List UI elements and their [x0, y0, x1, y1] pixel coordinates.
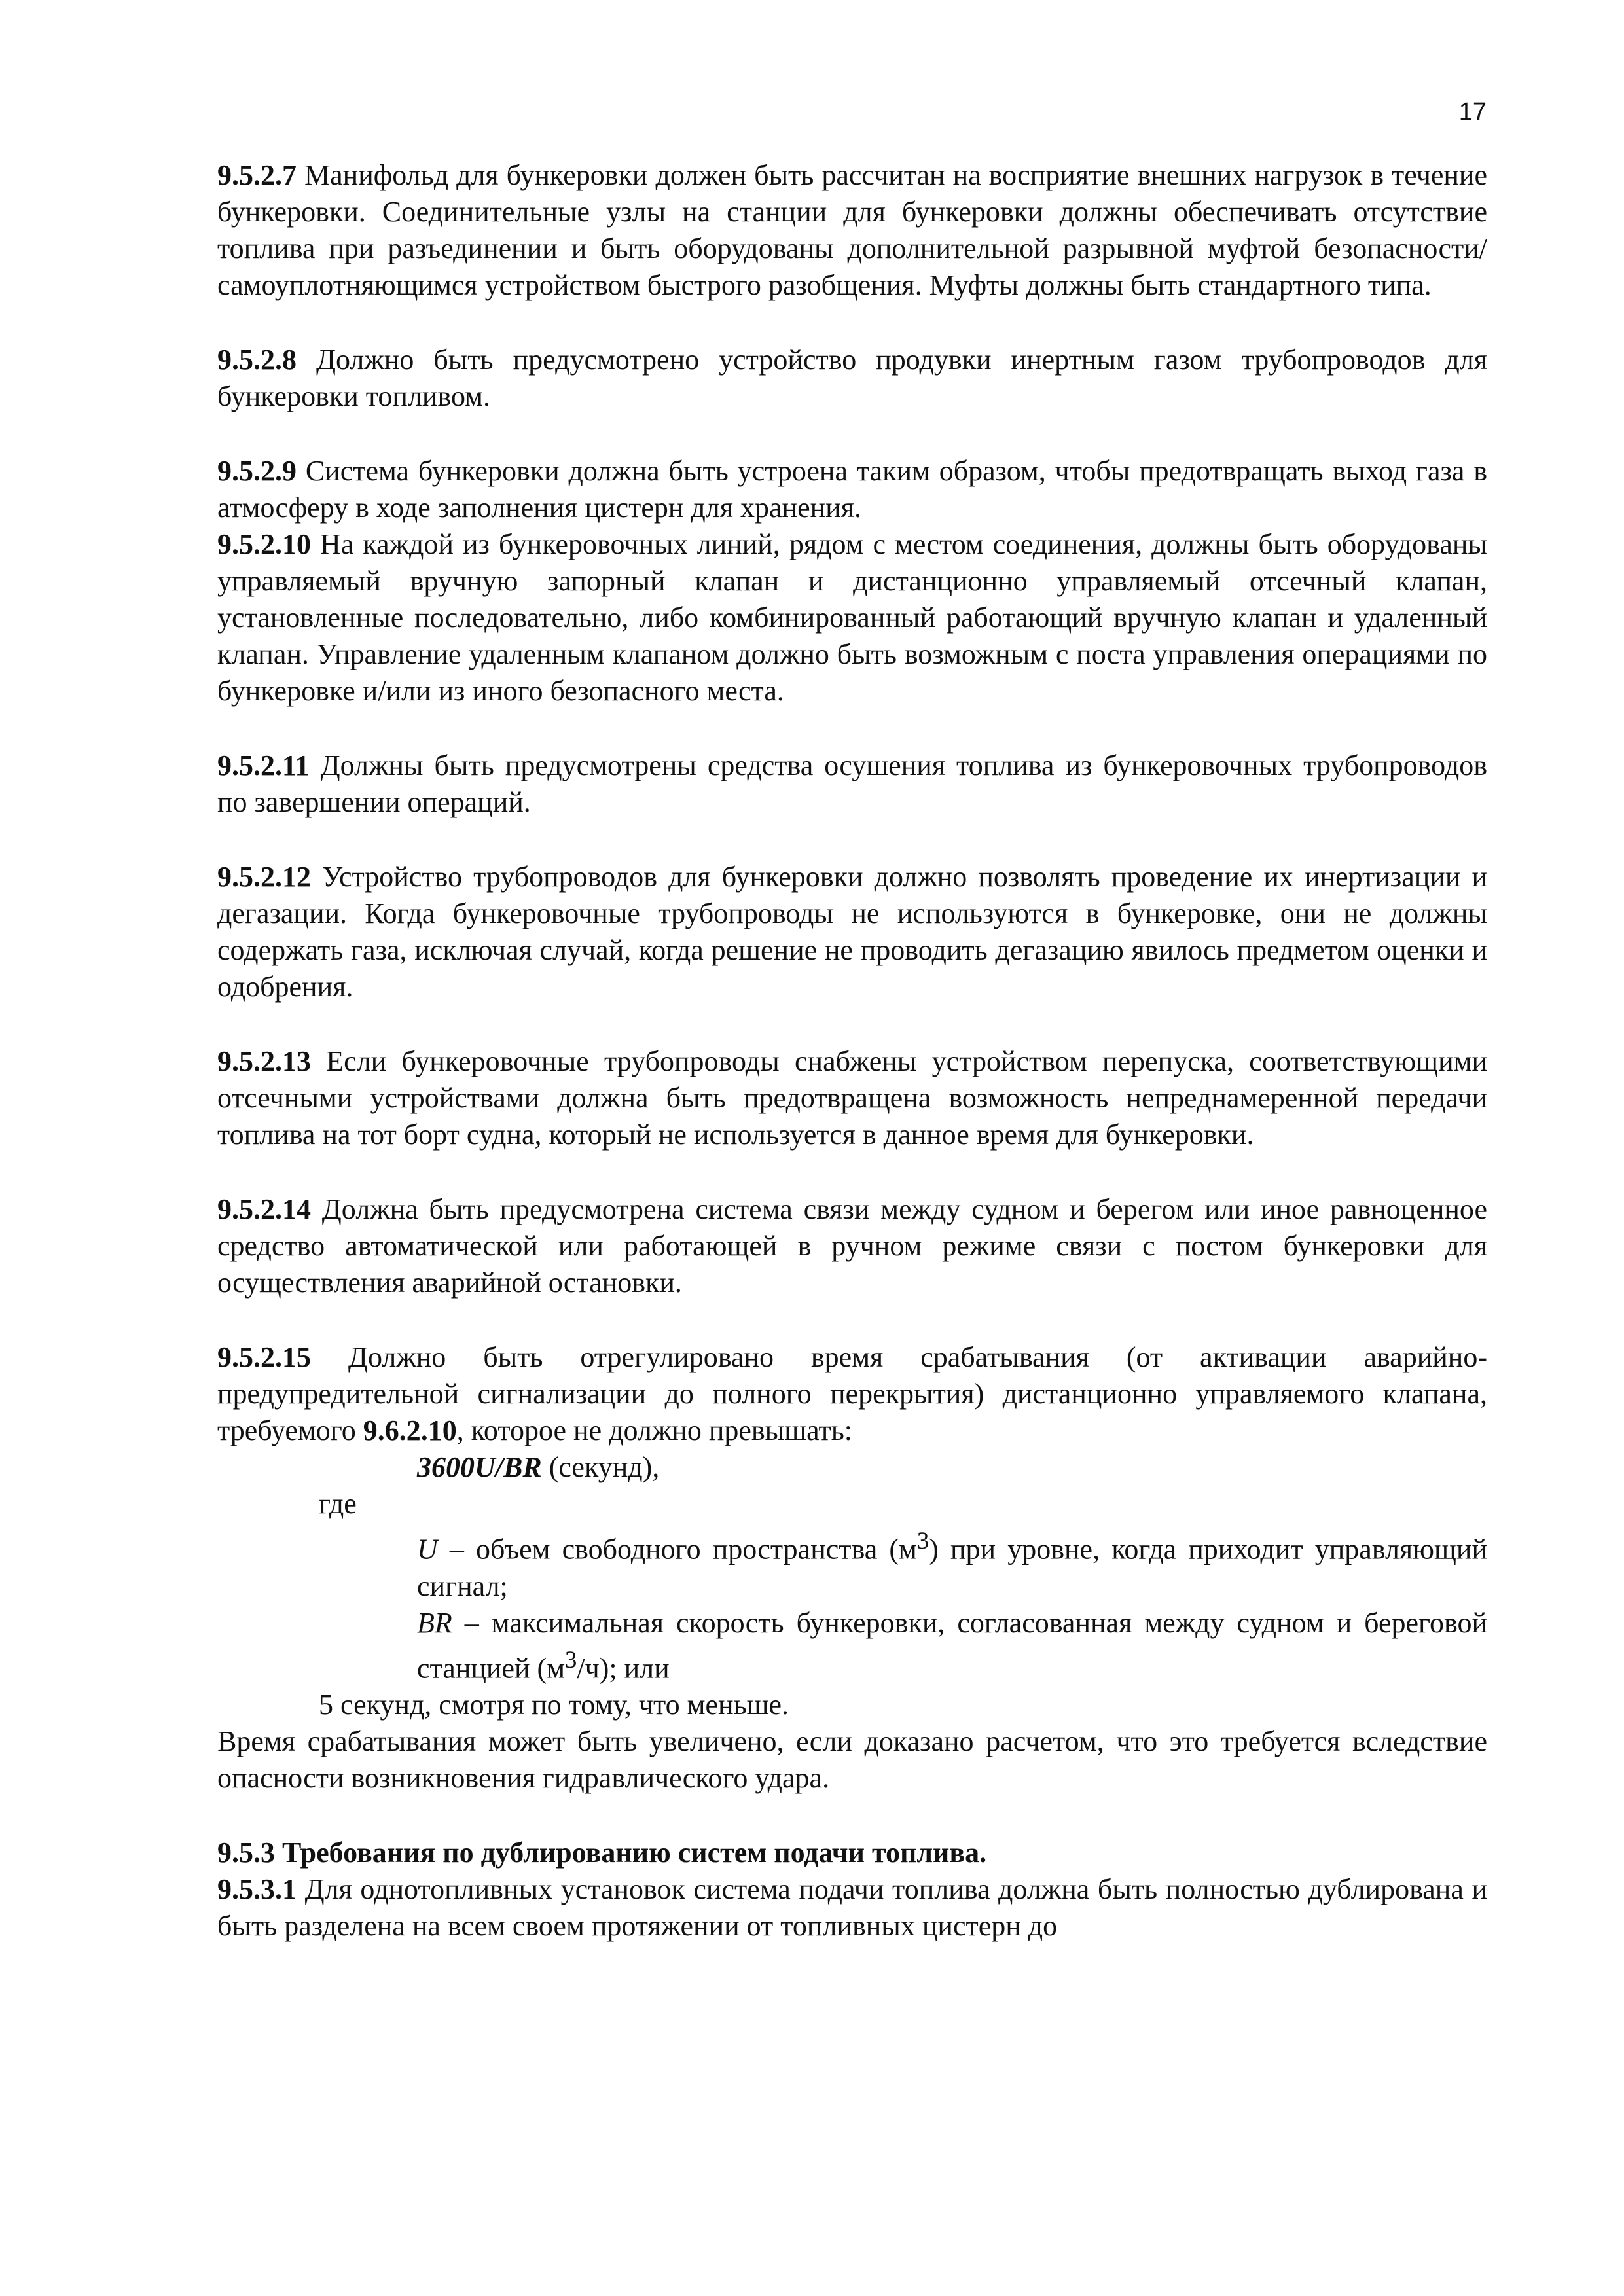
definition-symbol: BR: [417, 1606, 452, 1639]
clause-number: 9.5.2.9: [217, 455, 297, 487]
definition-br: [217, 1605, 1487, 1687]
section-heading: 9.5.3 Требования по дублированию систем подачи топлива.: [217, 1837, 987, 1869]
document-body: [217, 157, 1487, 1945]
definition-text: – объем свободного пространства (м: [437, 1533, 917, 1566]
clause-number: 9.5.2.8: [217, 344, 297, 376]
definition-u: [217, 1522, 1487, 1605]
formula-unit: (секунд),: [541, 1451, 660, 1483]
paragraph-9-5-2-8: [217, 342, 1487, 415]
paragraph-9-5-2-14: [217, 1191, 1487, 1301]
paragraph-9-5-2-13: [217, 1043, 1487, 1153]
clause-text: Система бункеровки должна быть устроена таким образом, чтобы предотвращать выход газа в атмосферу в ходе заполнения цистерн для хранения.: [217, 455, 1487, 524]
clause-number: 9.5.3.1: [217, 1873, 297, 1906]
definition-text-end: /ч); или: [577, 1652, 670, 1685]
clause-text: Должны быть предусмотрены средства осушения топлива из бункеровочных трубопроводов по завершении операций.: [217, 749, 1487, 818]
clause-number: 9.5.2.14: [217, 1193, 311, 1225]
definition-text: – максимальная скорость бункеровки, согласованная между судном и береговой станцией (м: [417, 1606, 1487, 1685]
page-number: 17: [1458, 98, 1487, 126]
clause-text: Манифольд для бункеровки должен быть рассчитан на восприятие внешних нагрузок в течение бункеровки. Соединительные узлы на станции для бункеровки должны обеспечивать отсутствие топлива при разъединении и быть оборудованы дополнительной разрывной муфтой безопасности/самоуплотняющимся устройством быстрого разобщения. Муфты должны быть стандартного типа.: [217, 159, 1487, 301]
formula-expression: 3600U/BR: [417, 1451, 542, 1483]
clause-number: 9.5.2.10: [217, 528, 311, 560]
clause-number: 9.5.2.15: [217, 1341, 311, 1373]
clause-number: 9.5.2.11: [217, 749, 310, 781]
clause-text: Должно быть отрегулировано время срабатывания (от активации аварийно-предупредительной сигнализации до полного перекрытия) дистанционно управляемого клапана, требуемого: [217, 1341, 1487, 1446]
superscript: 3: [565, 1645, 577, 1673]
clause-number: 9.5.2.7: [217, 159, 297, 191]
where-label: где: [319, 1488, 357, 1520]
paragraph-9-5-3-1: [217, 1871, 1487, 1945]
clause-number: 9.5.2.13: [217, 1045, 311, 1077]
clause-text: Должно быть предусмотрено устройство продувки инертным газом трубопроводов для бункеровки топливом.: [217, 344, 1487, 412]
paragraph-9-5-2-15: [217, 1339, 1487, 1449]
definition-symbol: U: [417, 1533, 438, 1566]
definition-text-end: ) при уровне, когда приходит управляющий сигнал;: [417, 1533, 1488, 1602]
superscript: 3: [916, 1527, 929, 1554]
paragraph-9-5-2-11: [217, 747, 1487, 821]
paragraph-9-5-2-10: [217, 526, 1487, 709]
clause-text: На каждой из бункеровочных линий, рядом с местом соединения, должны быть оборудованы управляемый вручную запорный клапан и дистанционно управляемый отсечный клапан, установленные последовательно, либо комбинированный работающий вручную клапан и удаленный клапан. Управление удаленным клапаном должно быть возможным с поста управления операциями по бункеровке и/или из иного безопасного места.: [217, 528, 1487, 707]
clause-number: 9.5.2.12: [217, 861, 311, 893]
closing-paragraph: Время срабатывания может быть увеличено, если доказано расчетом, что это требуется вследствие опасности возникновения гидравлического удара.: [217, 1725, 1487, 1795]
paragraph-9-5-2-9: [217, 453, 1487, 526]
clause-reference: 9.6.2.10: [363, 1414, 457, 1446]
clause-text: Устройство трубопроводов для бункеровки должно позволять проведение их инертизации и дегазации. Когда бункеровочные трубопроводы не используются в бункеровке, они не должны содержать газа, исключая случай, когда решение не проводить дегазацию явилось предметом оценки и одобрения.: [217, 861, 1487, 1003]
formula: [217, 1449, 1487, 1486]
clause-text-end: , которое не должно превышать:: [456, 1414, 853, 1446]
paragraph-9-5-2-12: [217, 859, 1487, 1005]
clause-text: Для однотопливных установок система подачи топлива должна быть полностью дублирована и быть разделена на всем своем протяжении от топливных цистерн до: [217, 1873, 1487, 1943]
alternative-limit: 5 секунд, смотря по тому, что меньше.: [319, 1689, 789, 1721]
clause-text: Если бункеровочные трубопроводы снабжены устройством перепуска, соответствующими отсечными устройствами должна быть предотвращена возможность непреднамеренной передачи топлива на тот борт судна, который не используется в данное время для бункеровки.: [217, 1045, 1487, 1151]
paragraph-9-5-2-7: [217, 157, 1487, 304]
clause-text: Должна быть предусмотрена система связи между судном и берегом или иное равноценное средство автоматической или работающей в ручном режиме связи с постом бункеровки для осуществления аварийной остановки.: [217, 1193, 1487, 1299]
